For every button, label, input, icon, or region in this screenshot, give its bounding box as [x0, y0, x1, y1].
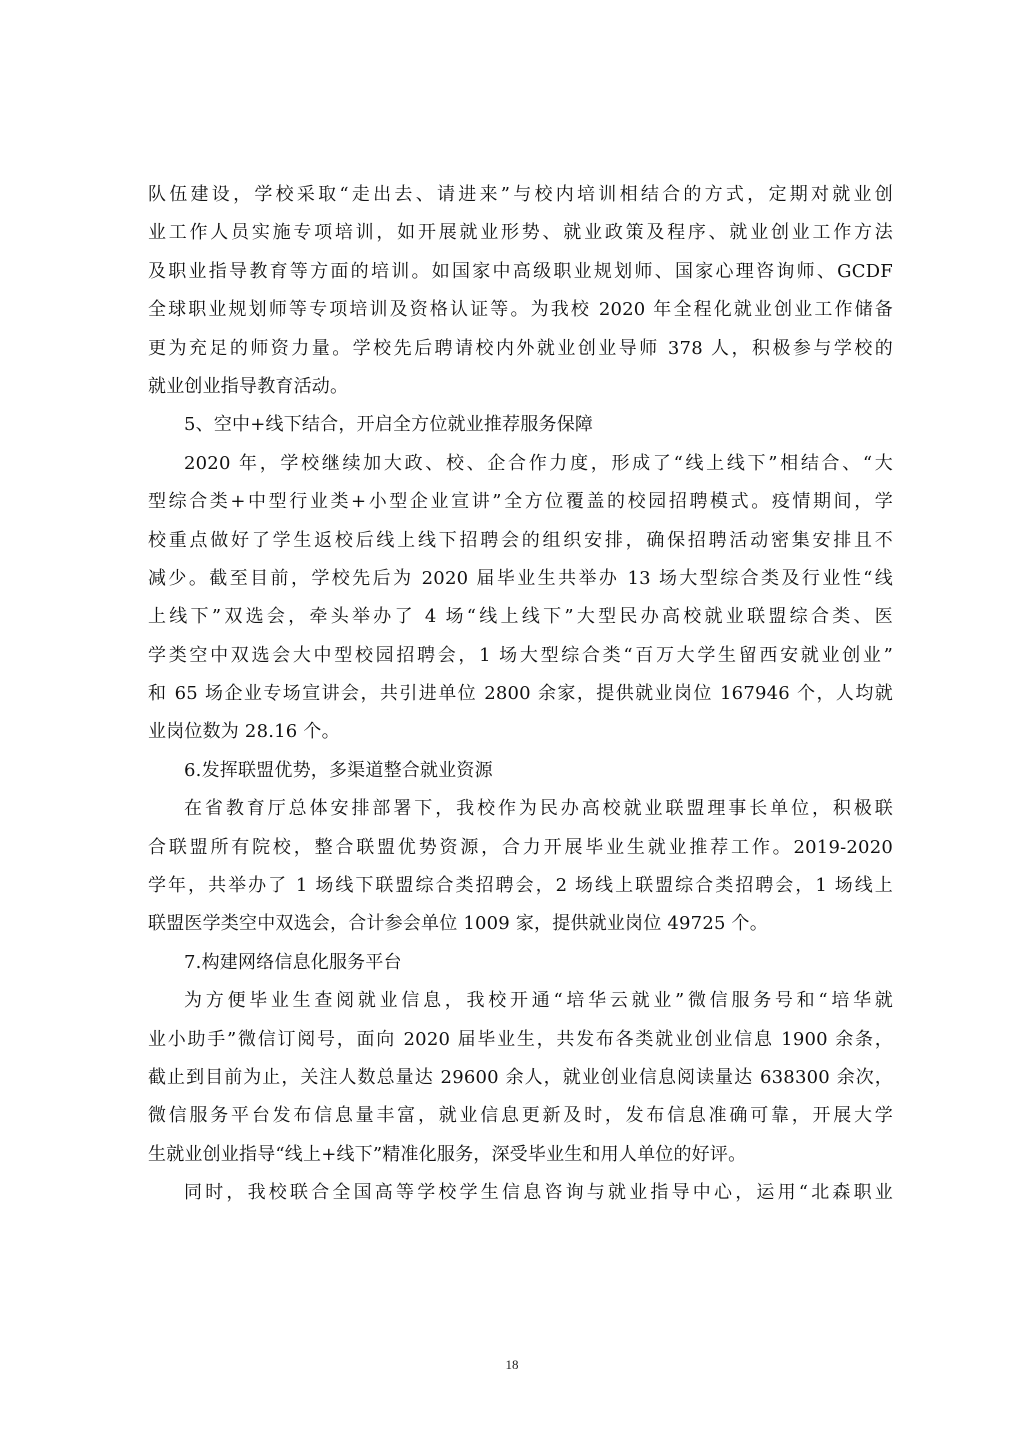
text-line: 截止到目前为止，关注人数总量达 29600 余人，就业创业信息阅读量达 638300 余次，: [148, 1066, 893, 1088]
page-number: 18: [505, 1357, 519, 1372]
text-line: 减少。截至目前，学校先后为 2020 届毕业生共举办 13 场大型综合类及行业性“线: [148, 567, 893, 589]
text-line: 和 65 场企业专场宣讲会，共引进单位 2800 余家，提供就业岗位 167946 个，人均就: [148, 683, 893, 705]
text-line: 全球职业规划师等专项培训及资格认证等。为我校 2020 年全程化就业创业工作储备: [148, 299, 893, 321]
text-line: 在省教育厅总体安排部署下，我校作为民办高校就业联盟理事长单位，积极联: [184, 798, 893, 820]
text-line: 学年，共举办了 1 场线下联盟综合类招聘会，2 场线上联盟综合类招聘会，1 场线上: [148, 875, 893, 897]
body-text: [148, 176, 893, 1213]
text-line: 业小助手”微信订阅号，面向 2020 届毕业生，共发布各类就业创业信息 1900 余条，: [148, 1028, 893, 1050]
text-line: 学类空中双选会大中型校园招聘会，1 场大型综合类“百万大学生留西安就业创业”: [148, 644, 893, 666]
text-line: 队伍建设，学校采取“走出去、请进来”与校内培训相结合的方式，定期对就业创: [148, 184, 893, 205]
text-line: 就业创业指导教育活动。: [148, 375, 349, 397]
section-heading: 7.构建网络信息化服务平台: [184, 951, 402, 973]
text-line: 型综合类+中型行业类+小型企业宣讲”全方位覆盖的校园招聘模式。疫情期间，学: [148, 491, 893, 513]
text-line: 2020 年，学校继续加大政、校、企合作力度，形成了“线上线下”相结合、“大: [184, 452, 893, 474]
text-line: 为方便毕业生查阅就业信息，我校开通“培华云就业”微信服务号和“培华就: [184, 990, 893, 1012]
text-line: 业岗位数为 28.16 个。: [148, 721, 340, 743]
text-line: 及职业指导教育等方面的培训。如国家中高级职业规划师、国家心理咨询师、GCDF: [148, 260, 893, 282]
text-line: 生就业创业指导“线上+线下”精准化服务，深受毕业生和用人单位的好评。: [148, 1143, 747, 1165]
text-line: 合联盟所有院校，整合联盟优势资源，合力开展毕业生就业推荐工作。2019-2020: [148, 836, 893, 858]
text-line: 同时，我校联合全国高等学校学生信息咨询与就业指导中心，运用“北森职业: [184, 1182, 893, 1204]
section-heading: 6.发挥联盟优势，多渠道整合就业资源: [184, 759, 493, 781]
text-line: 联盟医学类空中双选会，合计参会单位 1009 家，提供就业岗位 49725 个。: [148, 913, 768, 935]
text-line: 更为充足的师资力量。学校先后聘请校内外就业创业导师 378 人，积极参与学校的: [148, 337, 893, 359]
text-line: 校重点做好了学生返校后线上线下招聘会的组织安排，确保招聘活动密集安排且不: [148, 529, 893, 551]
text-line: 上线下”双选会，牵头举办了 4 场“线上线下”大型民办高校就业联盟综合类、医: [148, 606, 893, 628]
section-heading: 5、空中+线下结合，开启全方位就业推荐服务保障: [184, 414, 594, 436]
text-line: 业工作人员实施专项培训，如开展就业形势、就业政策及程序、就业创业工作方法: [148, 222, 893, 244]
text-line: 微信服务平台发布信息量丰富，就业信息更新及时，发布信息准确可靠，开展大学: [148, 1105, 893, 1127]
